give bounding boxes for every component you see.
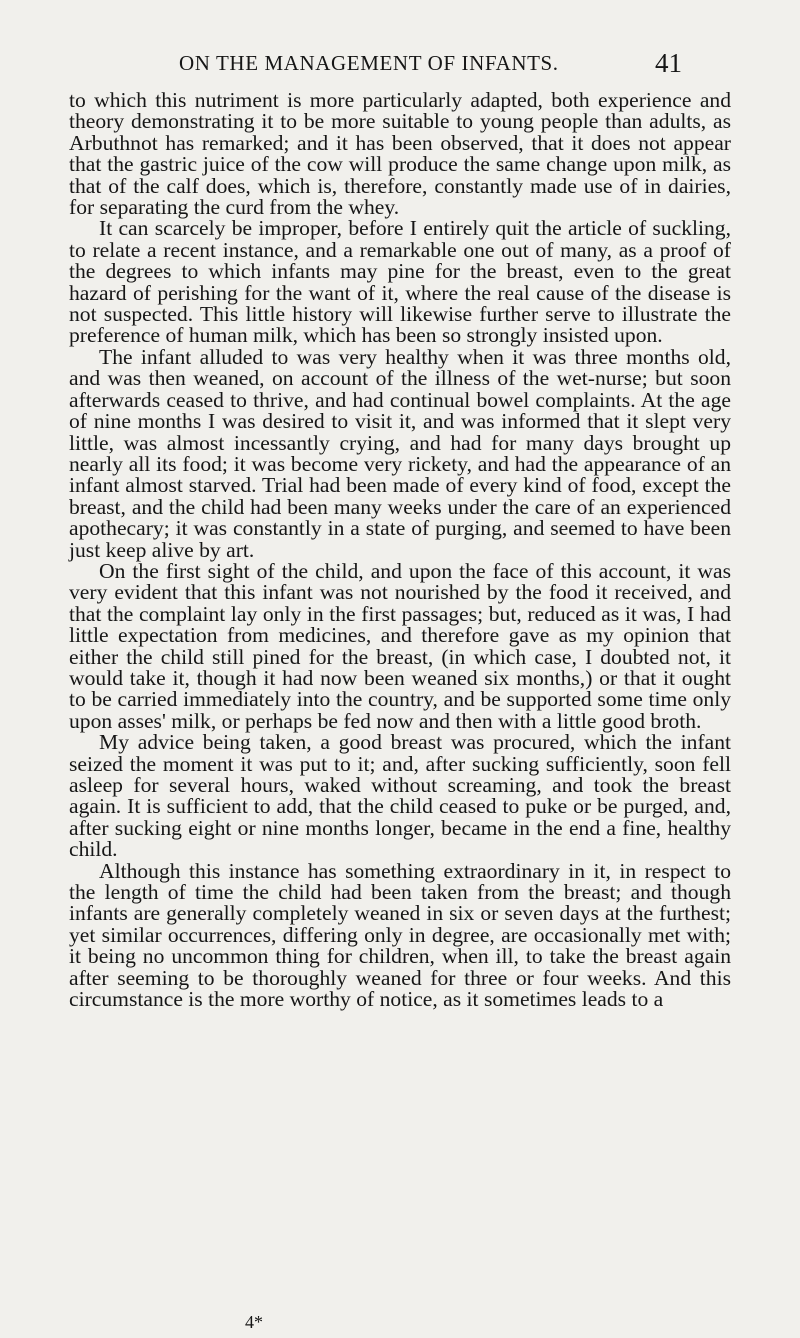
body-text [69, 90, 731, 1010]
page-number: 41 [655, 48, 682, 78]
paragraph: It can scarcely be improper, before I entirely quit the article of suckling, to relate a recent instance, and a remarkable one out of many, as a proof of the degrees to which infants may pine for the breast, even to the great hazard of perishing for the want of it, where the real cause of the disease is not suspected. This little history will likewise further serve to illustrate the preference of human milk, which has been so strongly insisted upon. [69, 216, 731, 348]
paragraph: to which this nutriment is more particularly adapted, both experience and theory demonstrating it to be more suitable to young people than adults, as Arbuthnot has remarked; and it has been observed, that it does not appear that the gastric juice of the cow will produce the same change upon milk, as that of the calf does, which is, therefore, constantly made use of in dairies, for separating the curd from the whey. [69, 88, 731, 220]
signature-mark: 4* [245, 1312, 263, 1332]
paragraph: Although this instance has something extraordinary in it, in respect to the length of time the child had been taken from the breast; and though infants are generally completely weaned in six or seven days at the furthest; yet similar occurrences, differing only in degree, are occasionally met with; it being no uncommon thing for children, when ill, to take the breast again after seeming to be thoroughly weaned for three or four weeks. And this circumstance is the more worthy of notice, as it sometimes leads to a [69, 858, 731, 1012]
running-title: ON THE MANAGEMENT OF INFANTS. [179, 51, 559, 75]
paragraph: The infant alluded to was very healthy when it was three months old, and was then weaned, on account of the illness of the wet-nurse; but soon afterwards ceased to thrive, and had continual bowel complaints. At the age of nine months I was desired to visit it, and was informed that it slept very little, was almost incessantly crying, and had for many days brought up nearly all its food; it was become very rickety, and had the appearance of an infant almost starved. Trial had been made of every kind of food, except the breast, and the child had been many weeks under the care of an experienced apothecary; it was constantly in a state of purging, and seemed to have been just keep alive by art. [69, 344, 731, 562]
running-head [0, 48, 800, 84]
paragraph: On the first sight of the child, and upon the face of this account, it was very evident that this infant was not nourished by the food it received, and that the complaint lay only in the first passages; but, reduced as it was, I had little expectation from medicines, and therefore gave as my opinion that either the child still pined for the breast, (in which case, I doubted not, it would take it, though it had now been weaned six months,) or that it ought to be carried immediately into the country, and be supported some time only upon asses' milk, or perhaps be fed now and then with a little good broth. [69, 558, 731, 733]
paragraph: My advice being taken, a good breast was procured, which the infant seized the moment it was put to it; and, after sucking sufficiently, soon fell asleep for several hours, waked without screaming, and took the breast again. It is sufficient to add, that the child ceased to puke or be purged, and, after sucking eight or nine months longer, became in the end a fine, healthy child. [69, 730, 731, 862]
